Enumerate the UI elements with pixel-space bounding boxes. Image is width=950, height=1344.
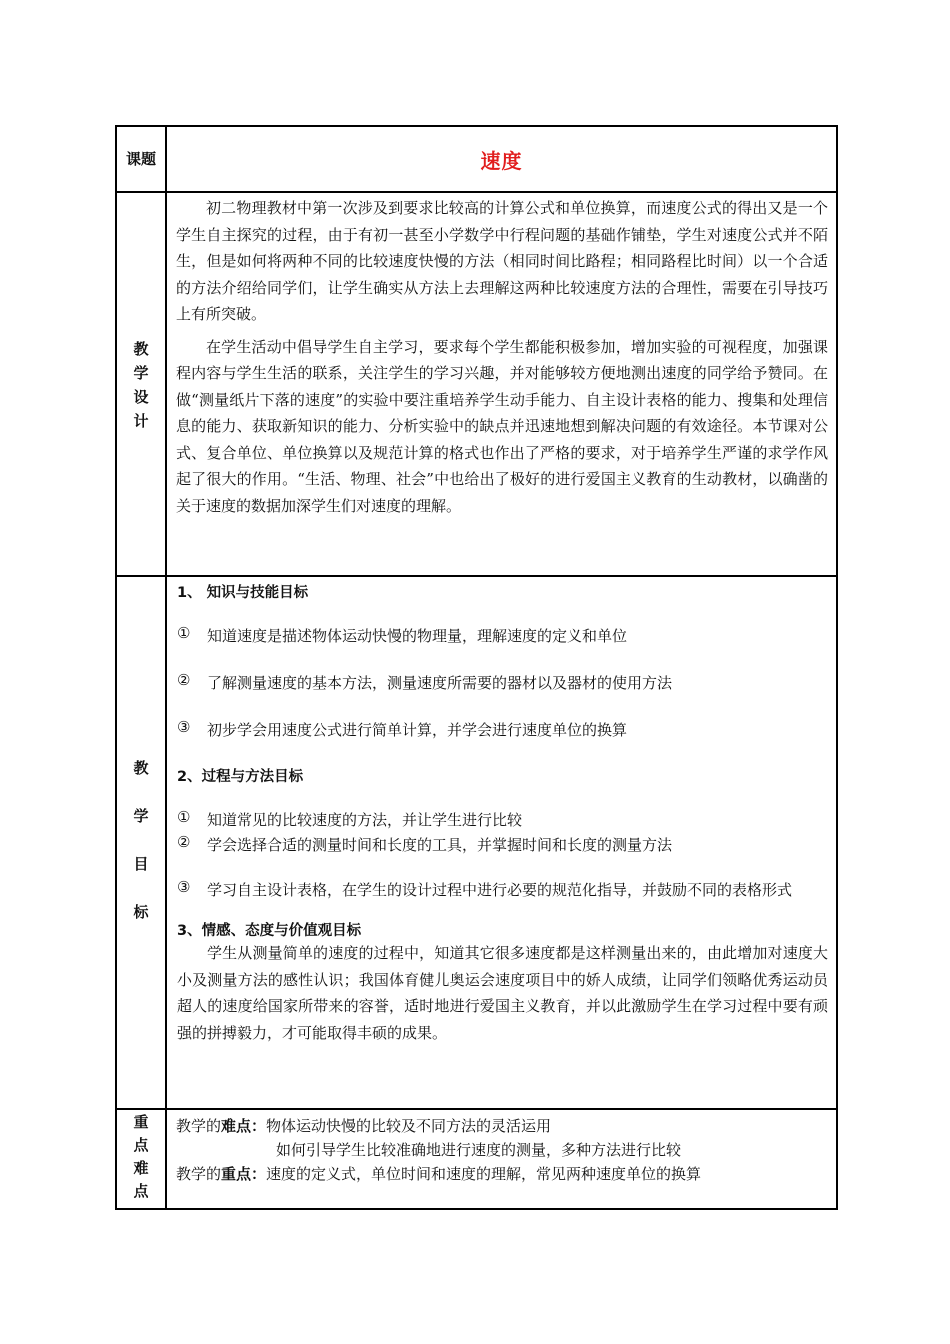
focus-text: 速度的定义式，单位时间和速度的理解，常见两种速度单位的换算: [266, 1165, 702, 1183]
list-item: ③ 学习自主设计表格，在学生的设计过程中进行必要的规范化指导，并鼓励不同的表格形式: [177, 878, 793, 899]
title-cell: [166, 126, 837, 192]
list-item: ① 知道速度是描述物体运动快慢的物理量，理解速度的定义和单位: [177, 624, 628, 645]
goals-label-char: 标: [133, 903, 149, 921]
design-row: [116, 192, 837, 576]
focus-line: 教学的重点：速度的定义式，单位时间和速度的理解，常见两种速度单位的换算: [176, 1165, 702, 1183]
design-paragraph-1: 初二物理教材中第一次涉及到要求比较高的计算公式和单位换算，而速度公式的得出又是一个学生自主探究的过程，由于有初一甚至小学数学中行程问题的基础作铺垫，学生对速度公式并不陌生，但是如何将两种不同的比较速度快慢的方法（相同时间比路程；相同路程比时间）以一个合适的方法介绍给同学们，让学生确实从方法上去理解这两种比较速度方法的合理性，需要在引导技巧上有所突破。: [176, 199, 828, 323]
list-item: ① 知道常见的比较速度的方法，并让学生进行比较: [177, 808, 523, 829]
lesson-title: 速度: [480, 148, 523, 173]
design-label-char: 设: [133, 388, 149, 406]
list-item: ② 了解测量速度的基本方法，测量速度所需要的器材以及器材的使用方法: [177, 671, 673, 692]
key-points-label: [116, 1109, 166, 1209]
design-paragraph-2: 在学生活动中倡导学生自主学习，要求每个学生都能积极参加，增加实验的可视程度，加强课程内容与学生生活的联系，关注学生的学习兴趣，并对能够较方便地测出速度的同学给予赞同。在做“测量纸片下落的速度”的实验中要注重培养学生动手能力、自主设计表格的能力、搜集和处理信息的能力、获取新知识的能力、分析实验中的缺点并迅速地想到解决问题的有效途径。本节课对公式、复合单位、单位换算以及规范计算的格式也作出了严格的要求，对于培养学生严谨的求学作风起了很大的作用。“生活、物理、社会”中也给出了极好的进行爱国主义教育的生动教材，以确凿的关于速度的数据加深学生们对速度的理解。: [176, 337, 828, 515]
goal-section-1-heading: 1、 知识与技能目标: [177, 585, 309, 601]
difficulty-text: 物体运动快慢的比较及不同方法的灵活运用: [266, 1117, 552, 1135]
difficulty-line: 教学的难点：物体运动快慢的比较及不同方法的灵活运用: [176, 1117, 552, 1135]
goal-section-3-text: 学生从测量简单的速度的过程中，知道其它很多速度都是这样测量出来的，由此增加对速度大小及测量方法的感性认识；我国体育健儿奥运会速度项目中的娇人成绩，让同学们领略优秀运动员超人的速度给国家所带来的容誉，适时地进行爱国主义教育，并以此激励学生在学习过程中要有顽强的拼搏毅力，才可能取得丰硕的成果。: [177, 944, 828, 1042]
key-label-char: 点: [133, 1136, 149, 1154]
goals-content: [166, 576, 837, 1109]
list-item: ③ 初步学会用速度公式进行简单计算，并学会进行速度单位的换算: [177, 718, 628, 739]
goals-label-char: 目: [133, 855, 149, 873]
difficulty-label: 难点：: [221, 1117, 267, 1135]
goal-section-2-heading: 2、过程与方法目标: [177, 769, 304, 785]
title-row: [116, 126, 837, 192]
goals-label: [116, 576, 166, 1109]
list-item: ② 学会选择合适的测量时间和长度的工具，并掌握时间和长度的测量方法: [177, 833, 673, 854]
key-label-char: 点: [133, 1182, 149, 1200]
goals-label-char: 教: [133, 759, 149, 777]
goals-row: [116, 576, 837, 1109]
design-label-char: 教: [133, 340, 149, 358]
key-points-content: [166, 1109, 837, 1209]
key-points-row: [116, 1109, 837, 1209]
focus-label: 重点：: [221, 1165, 267, 1183]
goals-label-char: 学: [133, 807, 149, 825]
lesson-plan-table: [115, 125, 838, 1210]
key-label-char: 重: [133, 1113, 149, 1131]
design-label: [116, 192, 166, 576]
design-content: [166, 192, 837, 576]
goal-section-3-heading: 3、情感、态度与价值观目标: [177, 923, 362, 939]
topic-label: 课题: [116, 126, 166, 192]
difficulty-line-2: 如何引导学生比较准确地进行速度的测量，多种方法进行比较: [276, 1141, 682, 1159]
design-label-char: 计: [133, 412, 149, 430]
design-label-char: 学: [133, 364, 149, 382]
key-label-char: 难: [133, 1159, 149, 1177]
